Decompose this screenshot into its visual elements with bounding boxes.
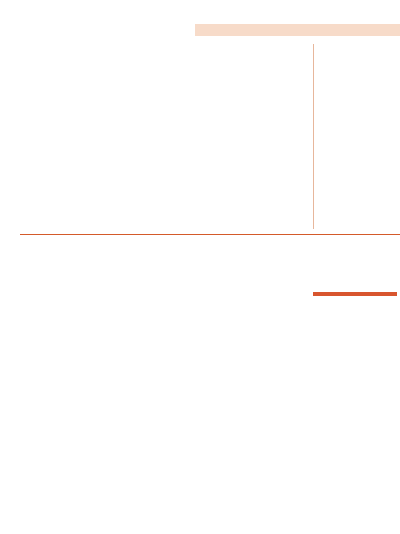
poll-header-party [313, 292, 355, 296]
poll-header-share [355, 292, 397, 296]
margin-divider [313, 44, 314, 229]
section-heading [40, 239, 46, 250]
poll-table [313, 292, 397, 296]
section-divider [20, 234, 400, 235]
chapter-bar [195, 24, 400, 36]
